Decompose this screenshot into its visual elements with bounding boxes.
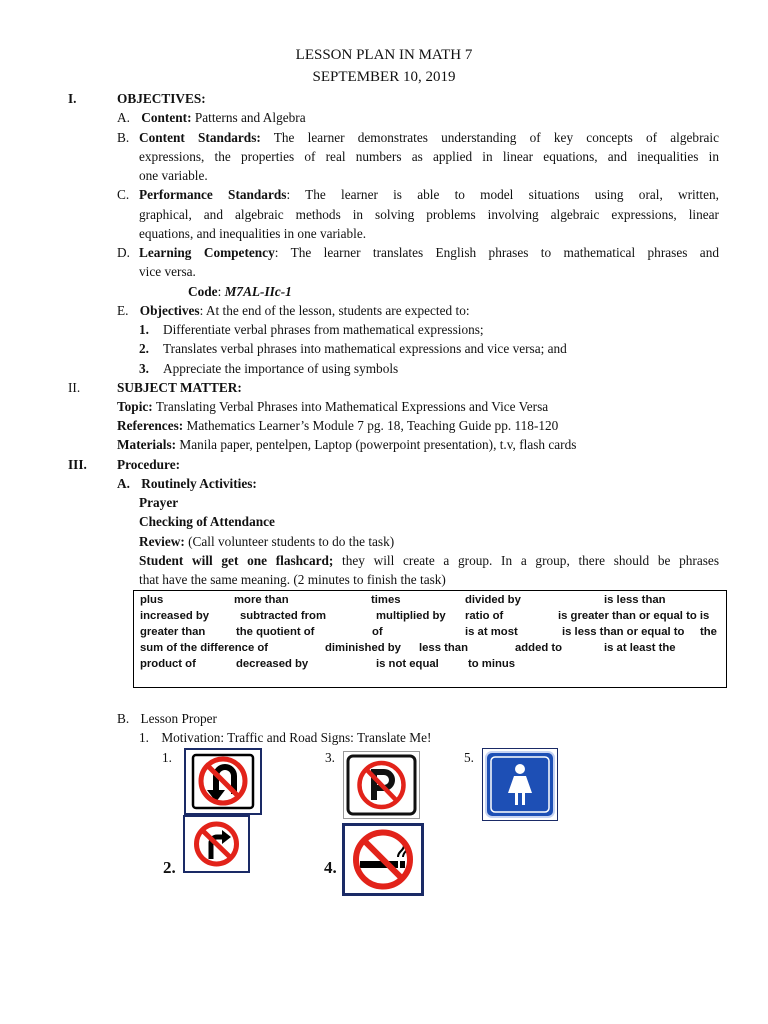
- checking-attendance: Checking of Attendance: [139, 514, 275, 529]
- flashcard-text: they will create a group. In a group, there should be phrases: [342, 553, 719, 568]
- objective-item-1: [139, 320, 484, 339]
- content-standards-label: Content Standards:: [139, 130, 261, 145]
- phrase: of: [372, 626, 383, 638]
- performance-standards-label: Performance Standards: [139, 187, 287, 202]
- item-b-letter: B.: [117, 130, 130, 145]
- phrase: is greater than or equal to is: [558, 610, 710, 622]
- objective-item-3: [139, 359, 399, 378]
- phrase: divided by: [465, 594, 521, 606]
- phrase-box: [133, 590, 727, 688]
- sign-card-4: [342, 823, 424, 896]
- phrase: diminished by: [325, 642, 401, 654]
- phrase: increased by: [140, 610, 210, 622]
- phrase: is less than or equal to: [562, 626, 685, 638]
- motivation-text: Motivation: Traffic and Road Signs: Translate Me!: [161, 730, 432, 745]
- phrase: the: [700, 626, 717, 638]
- objective-item-2: [139, 339, 567, 358]
- page-title: LESSON PLAN IN MATH 7: [295, 47, 473, 63]
- no-smoking-icon: [345, 826, 421, 893]
- phrase: less than: [419, 642, 468, 654]
- phrase: is at most: [465, 626, 518, 638]
- sign-card-1: [184, 748, 262, 815]
- materials-label: Materials:: [117, 437, 177, 452]
- section-number: II.: [68, 380, 81, 395]
- content-standards-line2: expressions, the properties of real numbers as applied in linear equations, and inequalities in: [139, 149, 719, 164]
- item-a: [117, 108, 306, 127]
- item-c-letter: C.: [117, 187, 130, 202]
- references-text: Mathematics Learner’s Module 7 pg. 18, Teaching Guide pp. 118-120: [186, 418, 559, 433]
- content-standards-text-1: The learner demonstrates understanding of key concepts of algebraic: [273, 130, 719, 145]
- phrase: the quotient of: [236, 626, 315, 638]
- routinely-activities: [117, 474, 257, 493]
- page-date: SEPTEMBER 10, 2019: [312, 69, 456, 85]
- materials-text: Manila paper, pentelpen, Laptop (powerpoint presentation), t.v, flash cards: [179, 437, 577, 452]
- review-text: (Call volunteer students to do the task): [188, 534, 395, 549]
- sign-number-4: 4.: [324, 858, 337, 877]
- no-right-turn-icon: [185, 817, 248, 871]
- motivation-line: [139, 728, 431, 747]
- performance-standards-text-1: : The learner is able to model situations using oral, written,: [286, 187, 719, 202]
- references-line: [117, 416, 558, 435]
- performance-standards-line3: equations, and inequalities in one variable.: [139, 226, 367, 241]
- objective-text: Appreciate the importance of using symbols: [163, 361, 399, 376]
- section-number: I.: [68, 91, 77, 106]
- learning-competency-label: Learning Competency: [139, 245, 275, 260]
- content-standards-line1: [139, 128, 719, 147]
- phrase: times: [371, 594, 401, 606]
- review-label: Review:: [139, 534, 185, 549]
- learning-competency-line1: [139, 243, 719, 262]
- learning-competency-line2: vice versa.: [139, 264, 196, 279]
- review-line: [139, 532, 394, 551]
- content-text: Patterns and Algebra: [194, 110, 306, 125]
- content-label: Content:: [141, 110, 192, 125]
- lesson-proper: [117, 709, 217, 728]
- sign-number-1: 1.: [162, 750, 172, 765]
- phrase: subtracted from: [240, 610, 326, 622]
- topic-text: Translating Verbal Phrases into Mathematical Expressions and Vice Versa: [155, 399, 549, 414]
- objectives-text: : At the end of the lesson, students are expected to:: [199, 303, 470, 318]
- no-u-turn-icon: [186, 750, 260, 813]
- motivation-number: 1.: [139, 730, 149, 745]
- code-label: Code: [188, 284, 218, 299]
- phrase: product of: [140, 658, 196, 670]
- objective-text: Translates verbal phrases into mathematical expressions and vice versa; and: [163, 341, 567, 356]
- objective-number: 1.: [139, 322, 149, 337]
- flashcard-label: Student will get one flashcard;: [139, 553, 334, 568]
- item-e: [117, 301, 470, 320]
- sign-number-5: 5.: [464, 750, 474, 765]
- item-letter: E.: [117, 303, 129, 318]
- phrase: is less than: [604, 594, 666, 606]
- sign-number-2: 2.: [163, 858, 176, 877]
- code-value: M7AL-IIc-1: [224, 284, 292, 299]
- item-letter: A.: [117, 110, 130, 125]
- objectives-label: Objectives: [139, 303, 200, 318]
- phrase: ratio of: [465, 610, 504, 622]
- phrase: more than: [234, 594, 289, 606]
- item-letter: B.: [117, 711, 130, 726]
- phrase: is at least the: [604, 642, 676, 654]
- content-standards-line3: one variable.: [139, 168, 208, 183]
- section-number: III.: [68, 457, 87, 472]
- competency-code: Code: M7AL-IIc-1: [188, 284, 292, 299]
- sign-card-5: [482, 748, 558, 821]
- prayer: Prayer: [139, 495, 179, 510]
- item-d-letter: D.: [117, 245, 130, 260]
- section-heading-subject-matter: SUBJECT MATTER:: [117, 380, 242, 395]
- sign-card-3: [343, 751, 420, 819]
- materials-line: [117, 435, 576, 454]
- sign-card-2: [183, 815, 250, 873]
- phrase: plus: [140, 594, 164, 606]
- routinely-activities-heading: Routinely Activities:: [141, 476, 257, 491]
- topic-label: Topic:: [117, 399, 153, 414]
- phrase: added to: [515, 642, 563, 654]
- no-parking-icon: [344, 752, 419, 818]
- performance-standards-line1: [139, 185, 719, 204]
- phrase: decreased by: [236, 658, 309, 670]
- section-heading-procedure: Procedure:: [117, 457, 181, 472]
- learning-competency-text-1: : The learner translates English phrases to mathematical phrases and: [274, 245, 719, 260]
- topic-line: [117, 397, 548, 416]
- phrase: sum of the difference of: [140, 642, 269, 654]
- references-label: References:: [117, 418, 184, 433]
- objective-number: 3.: [139, 361, 149, 376]
- phrase: is not equal: [376, 658, 439, 670]
- lesson-proper-heading: Lesson Proper: [140, 711, 217, 726]
- phrase: to minus: [468, 658, 516, 670]
- flashcard-line1: [139, 551, 719, 570]
- phrase: multiplied by: [376, 610, 446, 622]
- section-heading-objectives: OBJECTIVES:: [117, 91, 206, 106]
- phrase: greater than: [140, 626, 206, 638]
- objective-number: 2.: [139, 341, 149, 356]
- flashcard-line2: that have the same meaning. (2 minutes to finish the task): [139, 572, 446, 587]
- performance-standards-line2: graphical, and algebraic methods in solving problems involving algebraic expressions, linear: [139, 207, 719, 222]
- sign-number-3: 3.: [325, 750, 335, 765]
- female-restroom-icon: [483, 749, 557, 820]
- item-letter: A.: [117, 476, 130, 491]
- objective-text: Differentiate verbal phrases from mathematical expressions;: [163, 322, 484, 337]
